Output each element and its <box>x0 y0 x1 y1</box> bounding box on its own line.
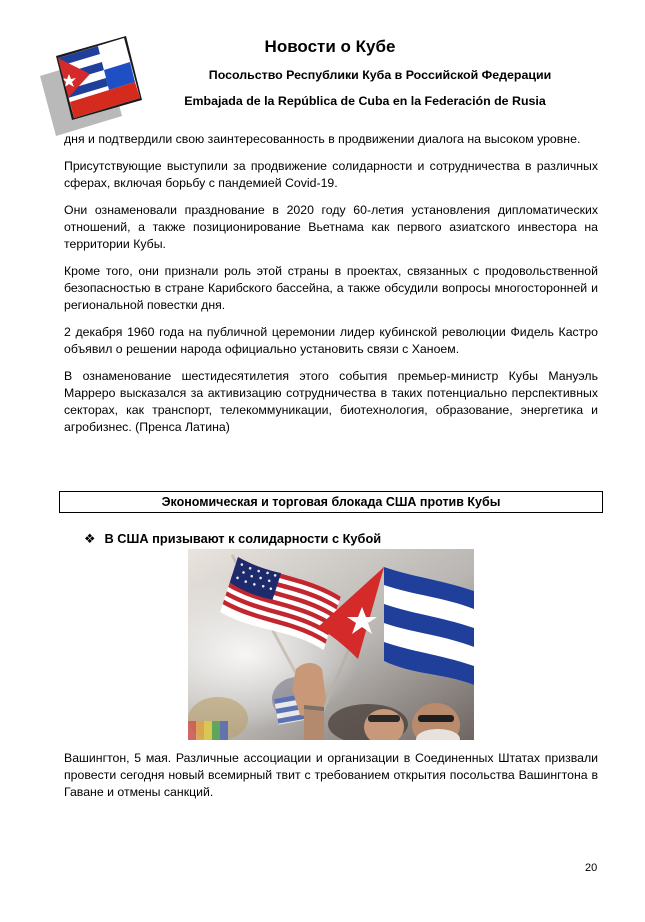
article-paragraph: В ознаменование шестидесятилетия этого события премьер-министр Кубы Мануэль Марреро высказался за активизацию сотрудничества в таких потенциально перспективных секторах, как транспорт, телекоммуникации, биотехнология, образование, энергетика и агробизнес. (Пренса Латина) <box>64 369 598 434</box>
embassy-name-spanish: Embajada de la República de Cuba en la Federación de Rusia <box>184 94 546 108</box>
article-paragraph: Они ознаменовали празднование в 2020 году 60-летия установления дипломатических отношений, а также позиционирование Вьетнама как первого азиатского инвестора на территории Кубы. <box>64 203 598 251</box>
flags-usa-cuba-photo <box>188 549 474 740</box>
article-paragraph: 2 декабря 1960 года на публичной церемонии лидер кубинской революции Фидель Кастро объявил о решении народа официально установить связи с Ханоем. <box>64 325 598 356</box>
embassy-name-russian: Посольство Республики Куба в Российской Федерации <box>208 68 552 82</box>
news-paragraph: Вашингтон, 5 мая. Различные ассоциации и организации в Соединенных Штатах призвали провести сегодня новый всемирный твит с требованием открытия посольства Вашингтона в Гаване и отмены санкций. <box>64 751 598 799</box>
article-paragraph: дня и подтвердили свою заинтересованность в продвижении диалога на высоком уровне. <box>64 132 581 146</box>
article-paragraph: Кроме того, они признали роль этой страны в проектах, связанных с продовольственной безопасностью в стране Карибского бассейна, а также обсудили вопросы многосторонней и региональной повестки дня. <box>64 264 598 312</box>
news-heading-text: В США призывают к солидарности с Кубой <box>104 531 382 546</box>
article-body <box>64 131 598 446</box>
embassy-logo-flag <box>38 36 148 136</box>
bullet-diamond-icon: ❖ <box>84 531 96 546</box>
news-body <box>64 750 598 801</box>
news-heading <box>84 531 381 547</box>
page-number: 20 <box>585 862 598 874</box>
article-paragraph: Присутствующие выступили за продвижение солидарности и сотрудничества в различных сферах, включая борьбу с пандемией Covid-19. <box>64 159 598 190</box>
newsletter-title: Новости о Кубе <box>264 37 396 56</box>
section-heading-box: Экономическая и торговая блокада США против Кубы <box>59 491 603 513</box>
